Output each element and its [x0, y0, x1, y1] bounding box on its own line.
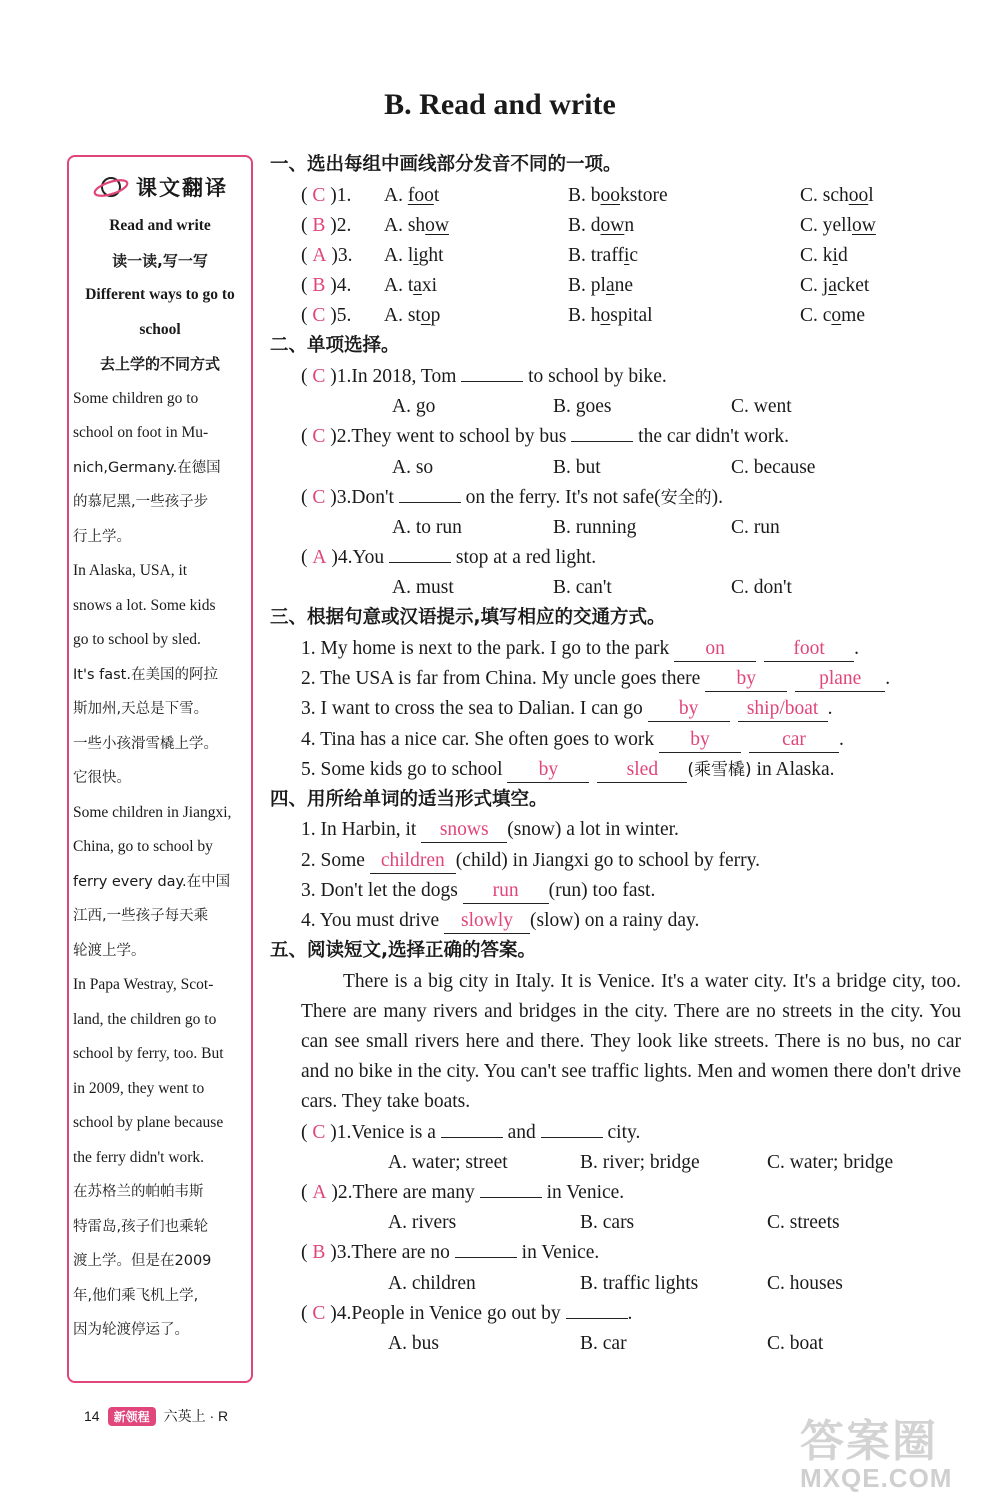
question-row: [270, 1118, 965, 1148]
section-4-heading: 四、用所给单词的适当形式填空。: [270, 788, 548, 810]
fill-sentence: [301, 725, 844, 755]
answer-blank-2: plane: [795, 667, 885, 692]
option-text: l: [868, 184, 874, 206]
options-row: [270, 1208, 965, 1238]
option-text: xi: [421, 275, 438, 297]
option-text: c: [629, 244, 639, 266]
options-row: [270, 573, 965, 603]
option-text: C. sch: [800, 184, 849, 206]
option-b: B. traffic lights: [580, 1272, 699, 1294]
option-text: B. h: [568, 305, 601, 327]
option-text: p: [430, 305, 441, 327]
answer-blank: children: [370, 849, 456, 874]
answer-mark: B: [312, 214, 326, 236]
option-a: A. go: [392, 396, 436, 418]
question-stem: ( B )2.: [301, 214, 352, 236]
question-row: [270, 543, 965, 573]
option-text: ne: [614, 275, 633, 297]
question-number: )2.: [331, 1182, 353, 1204]
sentence-text: in Alaska.: [751, 758, 835, 780]
question-text: to school by bike.: [523, 365, 667, 387]
question-text: They went to school by bus: [351, 426, 572, 448]
sidebar-line: 斯加州,天总是下雪。: [73, 701, 209, 717]
option-b: B. river; bridge: [580, 1151, 700, 1173]
fill-sentence: [301, 755, 835, 785]
option-a: A. rivers: [388, 1212, 457, 1234]
question-text: on the ferry. It's not safe(: [460, 486, 661, 508]
section-3-items: [270, 634, 965, 785]
option-text: A. t: [384, 275, 414, 297]
option-b: [568, 271, 633, 301]
question-stem: ( C )2.They went to school by bus the car didn't work.: [301, 426, 789, 448]
option-text: t: [433, 184, 440, 206]
question-number: )3.: [330, 486, 352, 508]
question-text: In 2018, Tom: [351, 365, 462, 387]
underlined-letters: i: [623, 244, 630, 266]
sentence-text: 4. Tina has a nice car. She often goes to work: [301, 728, 659, 750]
question-row: [270, 211, 965, 241]
question-stem: ( B )4.: [301, 275, 352, 297]
question-number: )2.: [330, 214, 352, 236]
answer-blank: [541, 1137, 603, 1138]
options-row: [270, 1148, 965, 1178]
answer-mark: C: [312, 184, 326, 206]
option-c: [800, 211, 876, 241]
question-row: [270, 271, 965, 301]
sidebar-line: school by ferry, too. But: [73, 1045, 224, 1062]
option-c: C. don't: [731, 577, 792, 599]
answer-mark: C: [312, 1302, 326, 1324]
answer-mark: B: [312, 275, 326, 297]
option-a: A. so: [392, 456, 434, 478]
chinese-gloss: 安全的: [660, 487, 712, 508]
page-footer: [84, 1406, 228, 1426]
sidebar-line: China, go to school by: [73, 838, 213, 855]
answer-blank-1: by: [507, 758, 589, 783]
question-stem: ( B )3.There are no in Venice.: [301, 1242, 600, 1264]
question-row: [270, 241, 965, 271]
option-text: A. st: [384, 305, 421, 327]
answer-blank: [480, 1197, 542, 1198]
question-row: [270, 362, 965, 392]
answer-blank-2: foot: [764, 637, 854, 662]
section-1-items: [270, 181, 965, 332]
underlined-letters: a: [828, 275, 837, 297]
answer-blank: snows: [421, 818, 507, 843]
section-5-heading: 五、阅读短文,选择正确的答案。: [270, 940, 537, 962]
question-stem: ( C )4.People in Venice go out by .: [301, 1302, 633, 1324]
question-text: in Venice.: [541, 1182, 625, 1204]
option-a: [384, 211, 449, 241]
answer-blank: [455, 1257, 517, 1258]
page-title: B. Read and write: [384, 88, 616, 121]
option-text: A.: [384, 184, 408, 206]
answer-blank: [566, 1318, 628, 1319]
sidebar-line: 因为轮渡停运了。: [73, 1322, 189, 1338]
underlined-letters: i: [832, 244, 838, 266]
option-a: [384, 181, 439, 211]
option-b: B. can't: [553, 577, 612, 599]
section-2-heading: 二、单项选择。: [270, 335, 400, 357]
fill-sentence: [301, 846, 760, 876]
sentence-text: 1. My home is next to the park. I go to the park: [301, 637, 675, 659]
answer-mark: C: [312, 1121, 326, 1143]
sentence-text: 3. Don't let the dogs: [301, 879, 463, 901]
option-c: [800, 181, 874, 211]
question-stem: ( C )1.In 2018, Tom to school by bike.: [301, 365, 667, 387]
answer-blank: [389, 562, 451, 563]
fill-row: [270, 755, 965, 785]
option-c: [800, 241, 848, 271]
watermark-url: MXQE.COM: [800, 1463, 953, 1493]
sidebar-line: ferry every day.在中国: [73, 873, 231, 890]
question-row: [270, 1238, 965, 1268]
option-c: C. houses: [767, 1272, 843, 1294]
sidebar-line: 在苏格兰的帕帕韦斯: [73, 1184, 204, 1200]
sidebar-line: school on foot in Mu-: [73, 424, 209, 441]
question-text: People in Venice go out by: [351, 1302, 566, 1324]
option-text: B. pl: [568, 275, 606, 297]
option-text: B. d: [568, 214, 601, 236]
option-text: spital: [610, 305, 653, 327]
option-b: B. cars: [580, 1212, 635, 1234]
answer-mark: C: [312, 365, 326, 387]
option-text: n: [624, 214, 635, 236]
underlined-letters: i: [413, 244, 419, 266]
brand-badge: 新领程: [108, 1407, 156, 1426]
question-row: [270, 301, 965, 331]
question-text: There are many: [352, 1182, 480, 1204]
answer-blank-1: by: [648, 697, 730, 722]
option-text: A. l: [384, 244, 414, 266]
section-1-heading: 一、选出每组中画线部分发音不同的一项。: [270, 154, 622, 175]
underlined-letters: a: [413, 275, 422, 297]
answer-blank-2: sled: [597, 758, 687, 783]
question-text: Don't: [351, 486, 399, 508]
question-text: You: [352, 547, 389, 569]
section-3-heading: 三、根据句意或汉语提示,填写相应的交通方式。: [270, 607, 666, 629]
question-number: )5.: [330, 305, 352, 327]
answer-blank: [399, 502, 461, 503]
option-text: B. b: [568, 184, 601, 206]
question-row: [270, 181, 965, 211]
question-number: )4.: [330, 1302, 352, 1324]
question-stem: ( A )3.: [301, 244, 353, 266]
option-text: kstore: [620, 184, 668, 206]
answer-blank: run: [463, 879, 549, 904]
option-b: [568, 181, 668, 211]
option-c: C. run: [731, 516, 780, 538]
option-text: A. sh: [384, 214, 426, 236]
option-text: C. k: [800, 244, 833, 266]
underlined-letters: ow: [852, 214, 876, 236]
sidebar-line: nich,Germany.在德国: [73, 459, 221, 476]
question-text: in Venice.: [516, 1242, 600, 1264]
question-number: )1.: [330, 365, 352, 387]
sentence-text: (slow) on a rainy day.: [530, 909, 700, 931]
sidebar-line: 一些小孩滑雪橇上学。: [73, 735, 218, 752]
sidebar-header: [73, 165, 247, 209]
question-row: [270, 1178, 965, 1208]
sidebar-line: go to school by sled.: [73, 631, 201, 648]
question-row: [270, 422, 965, 452]
fill-sentence: [301, 906, 699, 936]
answer-mark: A: [312, 244, 327, 266]
sidebar-text: [73, 209, 247, 1348]
question-number: )4.: [330, 275, 352, 297]
options-row: [270, 1329, 965, 1359]
underlined-letters: ow: [425, 214, 450, 236]
sentence-text: .: [827, 698, 833, 720]
answer-mark: A: [312, 547, 327, 569]
question-stem: ( C )1.Venice is a and city.: [301, 1121, 641, 1143]
sentence-text: 1. In Harbin, it: [301, 819, 422, 841]
sidebar-line: In Papa Westray, Scot-: [73, 976, 214, 993]
option-b: B. but: [553, 456, 601, 478]
underlined-letters: o: [831, 305, 842, 327]
sidebar-line: 行上学。: [73, 528, 131, 545]
option-c: [800, 271, 869, 301]
fill-row: [270, 664, 965, 694]
answer-blank-1: by: [705, 667, 787, 692]
watermark: [800, 1405, 952, 1494]
chinese-hint: (乘雪橇): [687, 759, 752, 780]
question-stem: ( C )1.: [301, 184, 352, 206]
option-b: [568, 301, 653, 331]
sidebar-line: 读一读,写一写: [112, 251, 208, 270]
sidebar-line: land, the children go to: [73, 1010, 217, 1028]
question-text: Venice is a: [351, 1121, 441, 1143]
options-row: [270, 453, 965, 483]
option-text: C. c: [800, 305, 832, 327]
sentence-text: (child) in Jiangxi go to school by ferry.: [455, 849, 760, 871]
answer-blank: [571, 441, 633, 442]
sentence-text: (snow) a lot in winter.: [507, 819, 679, 841]
question-text: and: [502, 1121, 541, 1143]
option-b: B. car: [580, 1332, 627, 1354]
fill-row: [270, 725, 965, 755]
answer-mark: C: [312, 486, 326, 508]
underlined-letters: o: [420, 305, 431, 327]
sidebar-line: 轮渡上学。: [73, 942, 146, 959]
question-row: [270, 1299, 965, 1329]
sentence-text: 4. You must drive: [301, 909, 445, 931]
fill-row: [270, 876, 965, 906]
sentence-text: (run) too fast.: [548, 879, 656, 901]
option-b: [568, 211, 634, 241]
question-text: ).: [711, 486, 724, 508]
sidebar-line: 去上学的不同方式: [99, 355, 220, 373]
sidebar-line: Some children go to: [73, 389, 199, 407]
exercise-area: [270, 150, 965, 1359]
question-number: )3.: [330, 1242, 352, 1264]
option-a: [384, 241, 444, 271]
fill-sentence: [301, 664, 890, 694]
question-stem: ( C )3.Don't on the ferry. It's not safe(安全的).: [301, 486, 724, 508]
answer-blank-1: on: [674, 637, 756, 662]
question-stem: ( C )5.: [301, 305, 352, 327]
sidebar-line: snows a lot. Some kids: [73, 596, 216, 614]
option-c: C. water; bridge: [767, 1151, 894, 1173]
question-text: city.: [602, 1121, 641, 1143]
answer-blank: [441, 1137, 503, 1138]
option-text: me: [841, 305, 865, 327]
option-b: [568, 241, 638, 271]
option-a: A. to run: [392, 516, 462, 538]
answer-mark: C: [312, 305, 326, 327]
sidebar-line: 江西,一些孩子每天乘: [73, 908, 209, 924]
option-a: A. must: [392, 577, 454, 599]
sidebar-heading: 课文翻译: [136, 176, 228, 200]
section-2-items: [270, 362, 965, 604]
underlined-letters: oo: [848, 184, 869, 206]
sidebar-line: school: [139, 320, 181, 338]
sidebar-line: 特雷岛,孩子们也乘轮: [73, 1218, 209, 1235]
option-c: C. because: [731, 456, 816, 478]
option-c: [800, 301, 865, 331]
underlined-letters: o: [600, 305, 611, 327]
option-b: B. running: [553, 516, 637, 538]
sidebar-line: Read and write: [109, 217, 211, 234]
sentence-text: 2. Some: [301, 849, 370, 871]
question-number: )1.: [330, 1121, 352, 1143]
question-number: )2.: [330, 426, 352, 448]
fill-sentence: [301, 815, 679, 845]
sidebar-line: school by plane because: [73, 1114, 224, 1131]
sidebar-line: 的慕尼黑,一些孩子步: [73, 494, 209, 510]
fill-row: [270, 815, 965, 845]
option-a: [384, 271, 437, 301]
question-row: [270, 483, 965, 513]
answer-blank-2: car: [749, 728, 839, 753]
watermark-logo: 答案圈: [800, 1417, 938, 1466]
sentence-text: .: [854, 637, 860, 659]
question-number: )3.: [331, 244, 353, 266]
translation-sidebar: [67, 155, 253, 1383]
sidebar-line: In Alaska, USA, it: [73, 562, 188, 579]
option-c: C. boat: [767, 1332, 824, 1354]
reading-passage: There is a big city in Italy. It is Venice. It's a water city. It's a bridge city, too. There are many rivers and bridges in the city. There are no streets in the city. You can see small rivers here and there. They look like streets. There is no bus, no car and no bike in the city. You can't see traffic lights. Men and women there don't drive cars. They take boats.: [301, 970, 961, 1113]
sidebar-line: in 2009, they went to: [73, 1079, 205, 1097]
option-text: cket: [836, 275, 870, 297]
sidebar-line: 渡上学。但是在2009: [73, 1253, 212, 1269]
fill-sentence: [301, 634, 859, 664]
option-a: A. children: [388, 1272, 476, 1294]
option-text: B. traff: [568, 244, 624, 266]
option-a: A. bus: [388, 1332, 439, 1354]
answer-blank: [461, 381, 523, 382]
option-a: [384, 301, 440, 331]
underlined-letters: ow: [600, 214, 625, 236]
option-text: ght: [418, 244, 444, 266]
question-stem: ( A )2.There are many in Venice.: [301, 1182, 625, 1204]
sidebar-line: Different ways to go to: [85, 286, 235, 303]
underlined-letters: foo: [407, 184, 434, 206]
page-number: 14: [84, 1408, 100, 1424]
fill-sentence: [301, 694, 832, 724]
option-b: B. goes: [553, 396, 612, 418]
question-stem: ( A )4.You stop at a red light.: [301, 547, 597, 569]
section-5-items: [270, 1118, 965, 1360]
options-row: [270, 392, 965, 422]
option-c: C. streets: [767, 1212, 840, 1234]
answer-mark: C: [312, 426, 326, 448]
option-text: d: [837, 244, 848, 266]
answer-blank-2: ship/boat: [738, 697, 828, 722]
fill-row: [270, 694, 965, 724]
underlined-letters: a: [605, 275, 615, 297]
sidebar-line: 它很快。: [73, 770, 131, 786]
option-a: A. water; street: [388, 1151, 508, 1173]
answer-mark: B: [312, 1242, 326, 1264]
answer-blank-1: by: [659, 728, 741, 753]
option-text: C. j: [800, 275, 829, 297]
fill-row: [270, 634, 965, 664]
options-row: [270, 513, 965, 543]
sentence-text: .: [838, 728, 844, 750]
fill-row: [270, 846, 965, 876]
fill-row: [270, 906, 965, 936]
sentence-text: 2. The USA is far from China. My uncle goes there: [301, 668, 706, 690]
planet-icon: [92, 172, 130, 202]
option-c: C. went: [731, 396, 792, 418]
sidebar-line: the ferry didn't work.: [73, 1148, 205, 1166]
answer-blank: slowly: [444, 909, 530, 934]
question-text: the car didn't work.: [633, 426, 789, 448]
question-number: )4.: [331, 547, 353, 569]
fill-sentence: [301, 876, 655, 906]
sidebar-line: Some children in Jiangxi,: [73, 803, 232, 821]
question-text: .: [627, 1302, 633, 1324]
underlined-letters: oo: [600, 184, 621, 206]
options-row: [270, 1269, 965, 1299]
sentence-text: 5. Some kids go to school: [301, 758, 508, 780]
sidebar-line: 年,他们乘飞机上学,: [73, 1287, 199, 1304]
question-text: There are no: [351, 1242, 455, 1264]
sentence-text: .: [885, 668, 891, 690]
question-text: stop at a red light.: [450, 547, 597, 569]
question-number: )1.: [330, 184, 352, 206]
sidebar-line: It's fast.在美国的阿拉: [73, 666, 218, 683]
sentence-text: 3. I want to cross the sea to Dalian. I can go: [301, 698, 648, 720]
section-4-items: [270, 815, 965, 936]
book-label: 六英上 · R: [163, 1408, 229, 1424]
option-text: C. yell: [800, 214, 852, 236]
answer-mark: A: [312, 1182, 327, 1204]
